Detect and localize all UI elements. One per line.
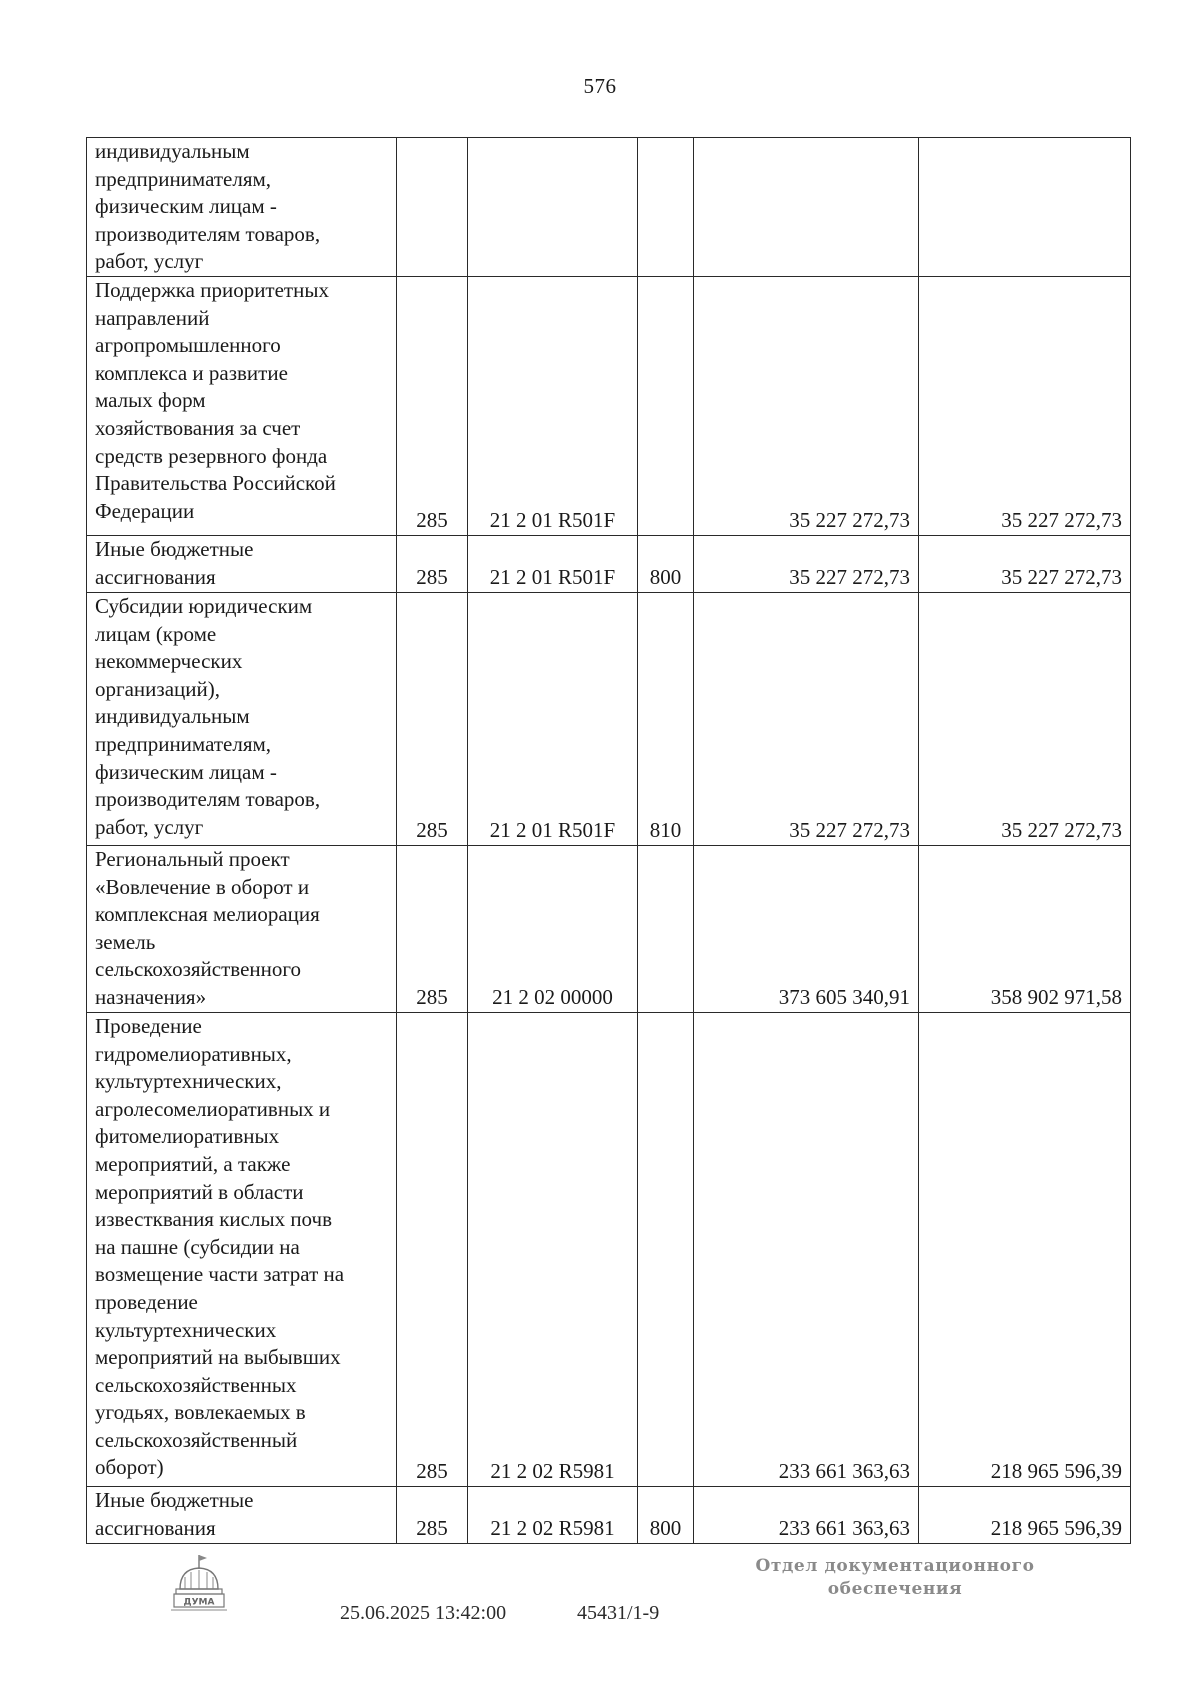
row-name: Субсидии юридическим лицам (кроме некоммерческих организаций), индивидуальным предпринимателям, физическим лицам - производителям товаров, работ, услуг — [87, 592, 397, 845]
footer-datetime: 25.06.2025 13:42:00 — [340, 1602, 507, 1624]
department-stamp — [745, 1555, 1045, 1601]
row-type — [638, 1012, 694, 1486]
row-amount-1: 35 227 272,73 — [694, 592, 919, 845]
row-amount-2: 218 965 596,39 — [919, 1012, 1131, 1486]
row-ministry: 285 — [397, 1012, 468, 1486]
table-row — [87, 138, 1131, 277]
table-row — [87, 535, 1131, 592]
table-row — [87, 845, 1131, 1012]
table-row — [87, 1012, 1131, 1486]
row-amount-1 — [694, 138, 919, 277]
row-code: 21 2 02 00000 — [468, 845, 638, 1012]
row-amount-1: 233 661 363,63 — [694, 1012, 919, 1486]
row-amount-1: 233 661 363,63 — [694, 1486, 919, 1543]
row-ministry: 285 — [397, 535, 468, 592]
row-name: Проведение гидромелиоративных, культуртехнических, агролесомелиоративных и фитомелиоративных мероприятий, а также мероприятий в области известквания кислых почв на пашне (субсидии на возмещение части затрат на проведение культуртехнических мероприятий на выбывших сельскохозяйственных угодьях, вовлекаемых в сельскохозяйственный оборот) — [87, 1012, 397, 1486]
row-name: Поддержка приоритетных направлений агропромышленного комплекса и развитие малых форм хозяйствования за счет средств резервного фонда Правительства Российской Федерации — [87, 276, 397, 535]
table-row — [87, 276, 1131, 535]
row-code: 21 2 01 R501F — [468, 535, 638, 592]
row-ministry: 285 — [397, 845, 468, 1012]
row-name: Региональный проект «Вовлечение в оборот и комплексная мелиорация земель сельскохозяйственного назначения» — [87, 845, 397, 1012]
row-name: Иные бюджетные ассигнования — [87, 535, 397, 592]
row-amount-2: 358 902 971,58 — [919, 845, 1131, 1012]
table-row — [87, 592, 1131, 845]
row-amount-1: 373 605 340,91 — [694, 845, 919, 1012]
row-type: 800 — [638, 1486, 694, 1543]
budget-table — [86, 137, 1131, 1544]
row-code: 21 2 01 R501F — [468, 276, 638, 535]
row-ministry: 285 — [397, 592, 468, 845]
row-type — [638, 276, 694, 535]
row-type: 810 — [638, 592, 694, 845]
row-amount-2 — [919, 138, 1131, 277]
row-amount-2: 35 227 272,73 — [919, 592, 1131, 845]
page-number: 576 — [583, 74, 617, 98]
row-name: Иные бюджетные ассигнования — [87, 1486, 397, 1543]
table-row — [87, 1486, 1131, 1543]
row-name: индивидуальным предпринимателям, физическим лицам - производителям товаров, работ, услуг — [87, 138, 397, 277]
row-ministry: 285 — [397, 276, 468, 535]
row-amount-2: 218 965 596,39 — [919, 1486, 1131, 1543]
row-type — [638, 845, 694, 1012]
stamp-line-1: Отдел документационного — [755, 1556, 1035, 1576]
row-amount-2: 35 227 272,73 — [919, 276, 1131, 535]
row-amount-1: 35 227 272,73 — [694, 535, 919, 592]
row-ministry — [397, 138, 468, 277]
duma-seal-icon — [168, 1551, 230, 1617]
row-type — [638, 138, 694, 277]
stamp-line-2: обеспечения — [827, 1579, 963, 1599]
row-amount-2: 35 227 272,73 — [919, 535, 1131, 592]
row-ministry: 285 — [397, 1486, 468, 1543]
row-code: 21 2 01 R501F — [468, 592, 638, 845]
row-type: 800 — [638, 535, 694, 592]
row-code: 21 2 02 R5981 — [468, 1012, 638, 1486]
footer-doc-number: 45431/1-9 — [577, 1602, 660, 1624]
row-amount-1: 35 227 272,73 — [694, 276, 919, 535]
row-code: 21 2 02 R5981 — [468, 1486, 638, 1543]
row-code — [468, 138, 638, 277]
seal-text: ДУМА — [183, 1597, 215, 1608]
